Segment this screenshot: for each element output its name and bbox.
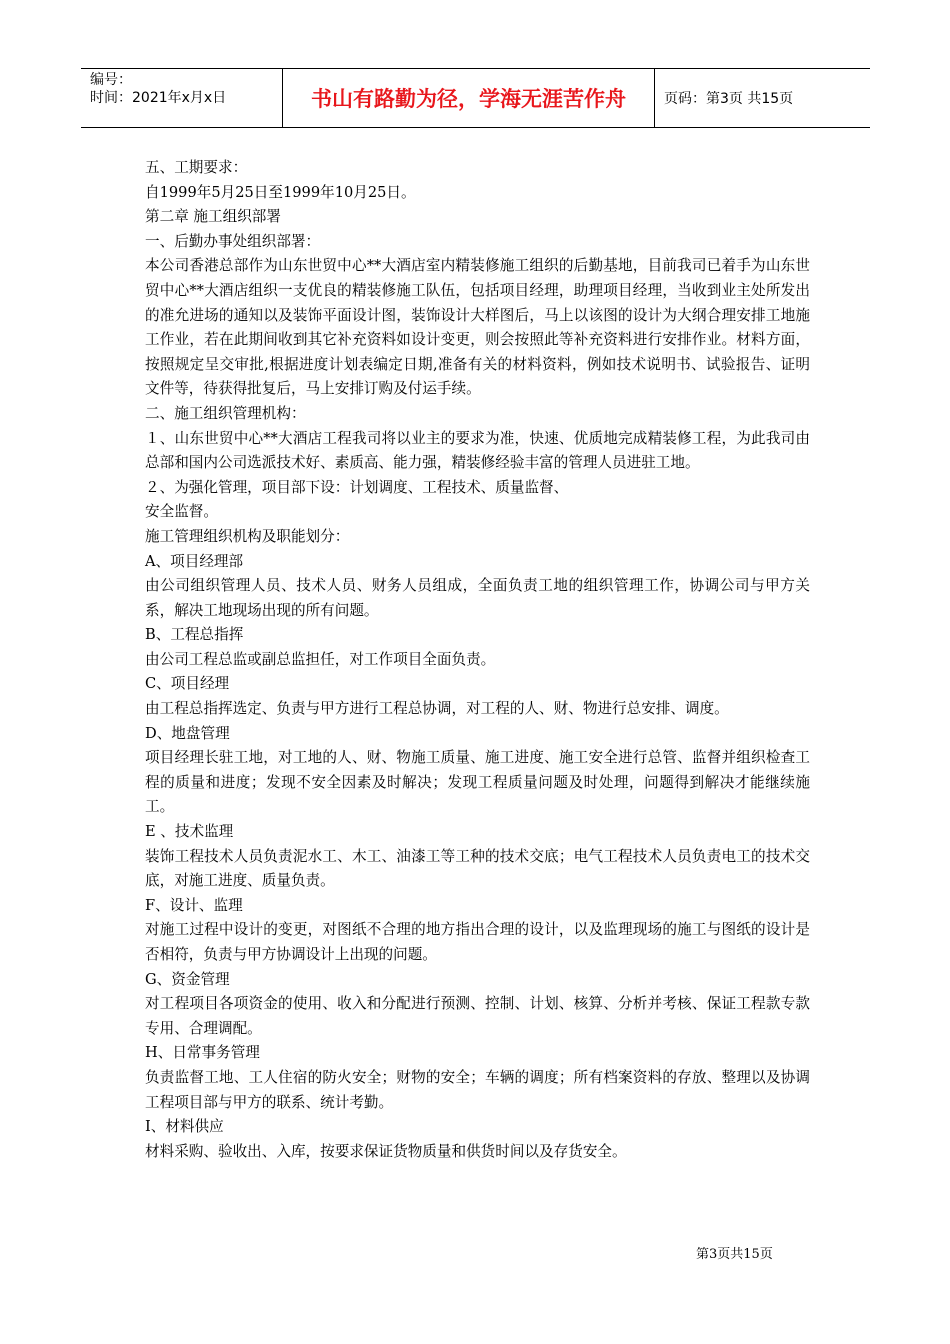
- paragraph: 装饰工程技术人员负责泥水工、木工、油漆工等工种的技术交底；电气工程技术人员负责电工的技术交底，对施工进度、质量负责。: [145, 847, 810, 890]
- subsection-heading: I、材料供应: [145, 1118, 224, 1136]
- subsection-heading: H、日常事务管理: [145, 1044, 260, 1062]
- subsection-heading: G、资金管理: [145, 970, 230, 988]
- paragraph: 项目经理长驻工地，对工地的人、财、物施工质量、施工进度、施工安全进行总管、监督并组织检查工程的质量和进度；发现不安全因素及时解决；发现工程质量问题及时处理，问题得到解决才能继续施工。: [145, 749, 810, 816]
- chapter-title: 第二章 施工组织部署: [145, 208, 281, 226]
- paragraph: ２、为强化管理，项目部下设：计划调度、工程技术、质量监督、: [145, 478, 569, 496]
- paragraph: 本公司香港总部作为山东世贸中心**大酒店室内精装修施工组织的后勤基地，目前我司已着手为山东世贸中心**大酒店组织一支优良的精装修施工队伍，包括项目经理，助理项目经理，当收到业主处所发出的准允进场的通知以及装饰平面设计图，装饰设计大样图后，马上以该图的设计为大纲合理安排工地施工作业，若在此期间收到其它补充资料如设计变更，则会按照此等补充资料进行安排作业。材料方面，按照规定呈交审批,根据进度计划表编定日期,准备有关的材料资料，例如技术说明书、试验报告、证明文件等，待获得批复后，马上安排订购及付运手续。: [145, 257, 810, 398]
- header-meta: [81, 69, 282, 127]
- page-footer-number: 第3页共15页: [696, 1247, 773, 1262]
- document-date: 时间：2021年x月x日: [90, 90, 227, 106]
- document-number: 编号：: [90, 72, 132, 88]
- paragraph: 安全监督。: [145, 503, 218, 521]
- subsection-heading: B、工程总指挥: [145, 626, 244, 644]
- paragraph: 由工程总指挥选定、负责与甲方进行工程总协调，对工程的人、财、物进行总安排、调度。: [145, 700, 729, 718]
- paragraph: 对工程项目各项资金的使用、收入和分配进行预测、控制、计划、核算、分析并考核、保证工程款专款专用、合理调配。: [145, 995, 810, 1037]
- subsection-heading: F、设计、监理: [145, 896, 243, 914]
- paragraph: １、山东世贸中心**大酒店工程我司将以业主的要求为准，快速、优质地完成精装修工程，为此我司由总部和国内公司选派技术好、素质高、能力强，精装修经验丰富的管理人员进驻工地。: [145, 429, 810, 472]
- paragraph: 对施工过程中设计的变更，对图纸不合理的地方指出合理的设计，以及监理现场的施工与图纸的设计是否相符，负责与甲方协调设计上出现的问题。: [145, 921, 810, 963]
- paragraph: 由公司工程总监或副总监担任，对工作项目全面负责。: [145, 650, 496, 668]
- paragraph: 施工管理组织机构及职能划分：: [145, 527, 350, 545]
- subsection-heading: D、地盘管理: [145, 724, 230, 742]
- paragraph: 负责监督工地、工人住宿的防火安全；财物的安全；车辆的调度；所有档案资料的存放、整理以及协调工程项目部与甲方的联系、统计考勤。: [145, 1068, 810, 1111]
- document-body: [145, 156, 810, 1164]
- subsection-heading: E 、技术监理: [145, 823, 234, 841]
- paragraph: 由公司组织管理人员、技术人员、财务人员组成，全面负责工地的组织管理工作，协调公司与甲方关系，解决工地现场出现的所有问题。: [145, 577, 810, 619]
- header-page-number: 页码：第3页 共15页: [664, 91, 794, 107]
- paragraph: 自1999年5月25日至1999年10月25日。: [145, 183, 416, 201]
- header-motto: 书山有路勤为径，学海无涯苦作舟: [282, 69, 655, 127]
- subsection-heading: A、项目经理部: [145, 552, 244, 570]
- subsection-heading: C、项目经理: [145, 675, 230, 693]
- section-heading: 二、施工组织管理机构：: [145, 404, 306, 422]
- page-header: [81, 68, 870, 128]
- section-heading: 一、后勤办事处组织部署：: [145, 232, 321, 250]
- paragraph: 材料采购、验收出、入库，按要求保证货物质量和供货时间以及存货安全。: [145, 1142, 627, 1160]
- paragraph: 五、工期要求：: [145, 159, 248, 176]
